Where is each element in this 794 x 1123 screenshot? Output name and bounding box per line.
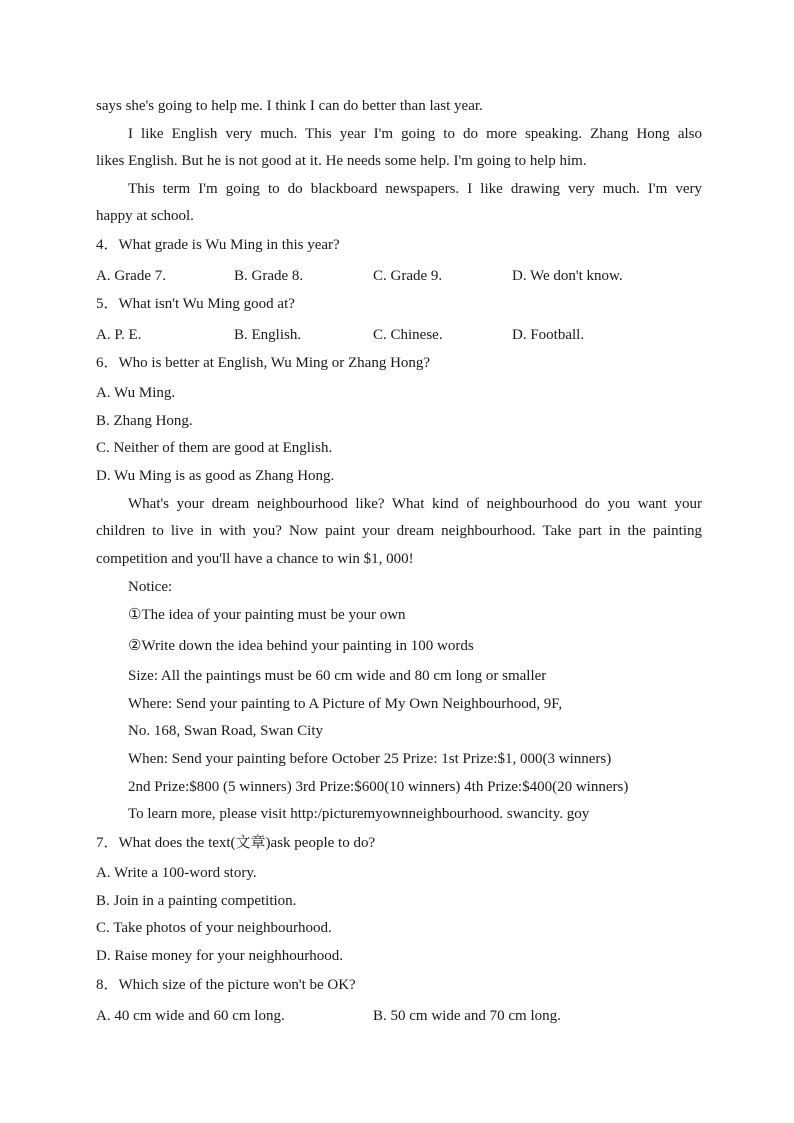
- size-rule: Size: All the paintings must be 60 cm wide and 80 cm long or smaller: [128, 668, 547, 684]
- passage-line: What's your dream neighbourhood like? What kind of neighbourhood do you want your: [128, 496, 702, 512]
- question-number: 7．: [96, 835, 119, 851]
- option-a: A. Write a 100-word story.: [96, 865, 257, 881]
- option-a: A. Grade 7.: [96, 268, 166, 284]
- question-number: 5．: [96, 296, 119, 312]
- prizes-line: 2nd Prize:$800 (5 winners) 3rd Prize:$600(10 winners) 4th Prize:$400(20 winners): [128, 779, 629, 795]
- notice-item: ②Write down the idea behind your painting in 100 words: [128, 638, 474, 654]
- learn-more-line: To learn more, please visit http:/picturemyownneighbourhood. swancity. goy: [128, 806, 590, 822]
- option-d: D. Wu Ming is as good as Zhang Hong.: [96, 468, 335, 484]
- question-text: Who is better at English, Wu Ming or Zhang Hong?: [118, 355, 431, 371]
- notice-item: ①The idea of your painting must be your own: [128, 607, 406, 623]
- question-text: What does the text(文章)ask people to do?: [118, 835, 376, 851]
- passage-line: likes English. But he is not good at it. He needs some help. I'm going to help him.: [96, 153, 587, 169]
- question-8-options: [96, 1006, 702, 1026]
- option-c: C. Take photos of your neighbourhood.: [96, 920, 332, 936]
- option-c: C. Chinese.: [373, 327, 443, 343]
- where-line: Where: Send your painting to A Picture of My Own Neighbourhood, 9F,: [128, 696, 563, 712]
- passage-line: This term I'm going to do blackboard newspapers. I like drawing very much. I'm very: [128, 181, 702, 197]
- passage-line: happy at school.: [96, 208, 194, 224]
- question-5-options: [96, 325, 702, 345]
- question-text: Which size of the picture won't be OK?: [118, 977, 356, 993]
- passage-line: I like English very much. This year I'm going to do more speaking. Zhang Hong also: [128, 126, 702, 142]
- option-c: C. Grade 9.: [373, 268, 443, 284]
- option-a: A. Wu Ming.: [96, 385, 176, 401]
- option-b: B. English.: [234, 327, 302, 343]
- option-a: A. P. E.: [96, 327, 142, 343]
- question-number: 8．: [96, 977, 119, 993]
- option-b: B. Zhang Hong.: [96, 413, 193, 429]
- question-8: [96, 975, 356, 995]
- question-number: 4．: [96, 237, 119, 253]
- option-b: B. Join in a painting competition.: [96, 893, 297, 909]
- passage-line: children to live in with you? Now paint your dream neighbourhood. Take part in the painting: [96, 523, 702, 539]
- where-line: No. 168, Swan Road, Swan City: [128, 723, 323, 739]
- question-number: 6．: [96, 355, 119, 371]
- question-5: [96, 294, 295, 314]
- passage-line: says she's going to help me. I think I can do better than last year.: [96, 98, 483, 114]
- when-line: When: Send your painting before October 25 Prize: 1st Prize:$1, 000(3 winners): [128, 751, 612, 767]
- question-4-options: [96, 266, 702, 286]
- question-4: [96, 235, 340, 255]
- option-d: D. Raise money for your neighhourhood.: [96, 948, 344, 964]
- question-text: What isn't Wu Ming good at?: [118, 296, 295, 312]
- question-text: What grade is Wu Ming in this year?: [118, 237, 340, 253]
- option-b: B. 50 cm wide and 70 cm long.: [373, 1008, 561, 1024]
- passage-line: competition and you'll have a chance to win $1, 000!: [96, 551, 414, 567]
- question-6: [96, 353, 430, 373]
- option-d: D. Football.: [512, 327, 585, 343]
- option-d: D. We don't know.: [512, 268, 623, 284]
- option-c: C. Neither of them are good at English.: [96, 440, 333, 456]
- question-7: [96, 833, 375, 853]
- option-b: B. Grade 8.: [234, 268, 304, 284]
- option-a: A. 40 cm wide and 60 cm long.: [96, 1008, 285, 1024]
- notice-label: Notice:: [128, 579, 173, 595]
